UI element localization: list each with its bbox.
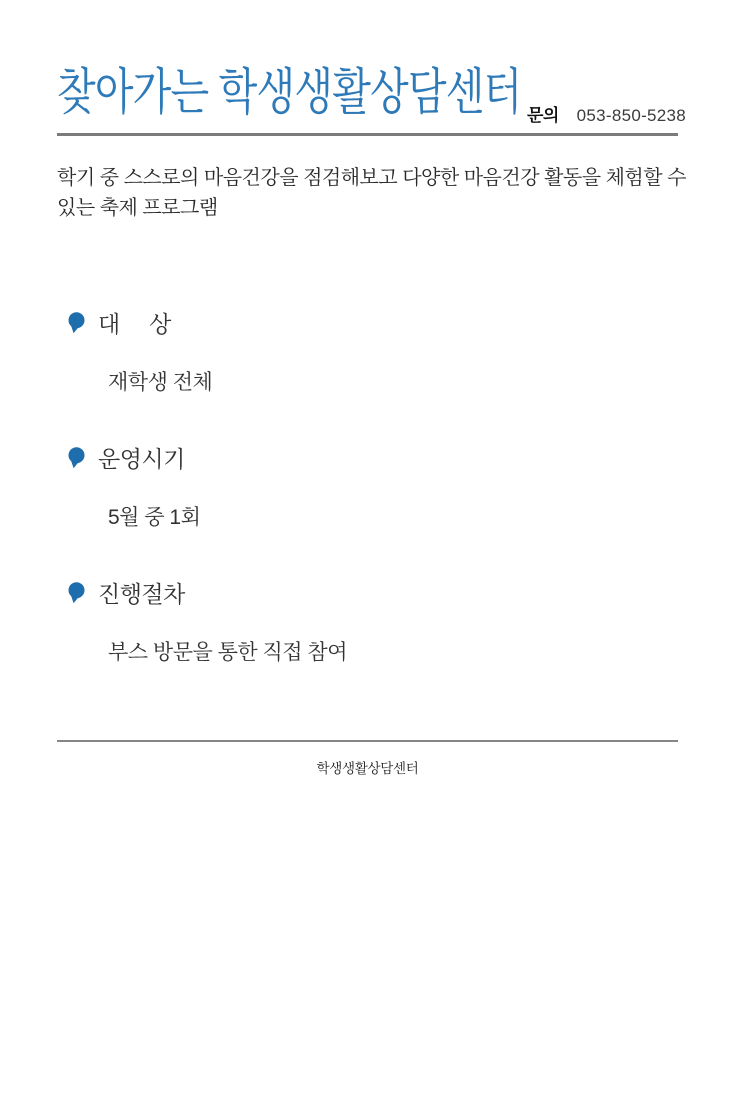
section-content: 재학생 전체 [108,371,213,394]
section-content: 5월 중 1회 [108,506,201,529]
speech-bubble-icon [68,582,85,604]
section-content: 부스 방문을 통한 직접 참여 [108,641,347,664]
page-title: 찾아가는 학생생활상담센터 [57,64,522,120]
program-description: 학기 중 스스로의 마음건강을 점검해보고 다양한 마음건강 활동을 체험할 수 있는 축제 프로그램 [57,167,686,219]
section-procedure [68,576,347,666]
speech-bubble-icon [68,312,85,334]
section-target [68,306,212,396]
section-label: 운영시기 [98,446,185,472]
footer-org-name: 학생생활상담센터 [316,761,419,776]
contact-label: 문의 [527,106,559,125]
header-divider [57,133,678,136]
speech-bubble-icon [68,447,85,469]
section-header [68,576,347,609]
section-label: 대 상 [98,311,171,337]
section-header [68,441,200,474]
section-label: 진행절차 [98,581,185,607]
contact-phone-number: 053-850-5238 [576,106,687,125]
section-header [68,306,212,339]
contact-info [527,101,686,126]
footer-divider [57,740,678,742]
section-schedule [68,441,200,531]
